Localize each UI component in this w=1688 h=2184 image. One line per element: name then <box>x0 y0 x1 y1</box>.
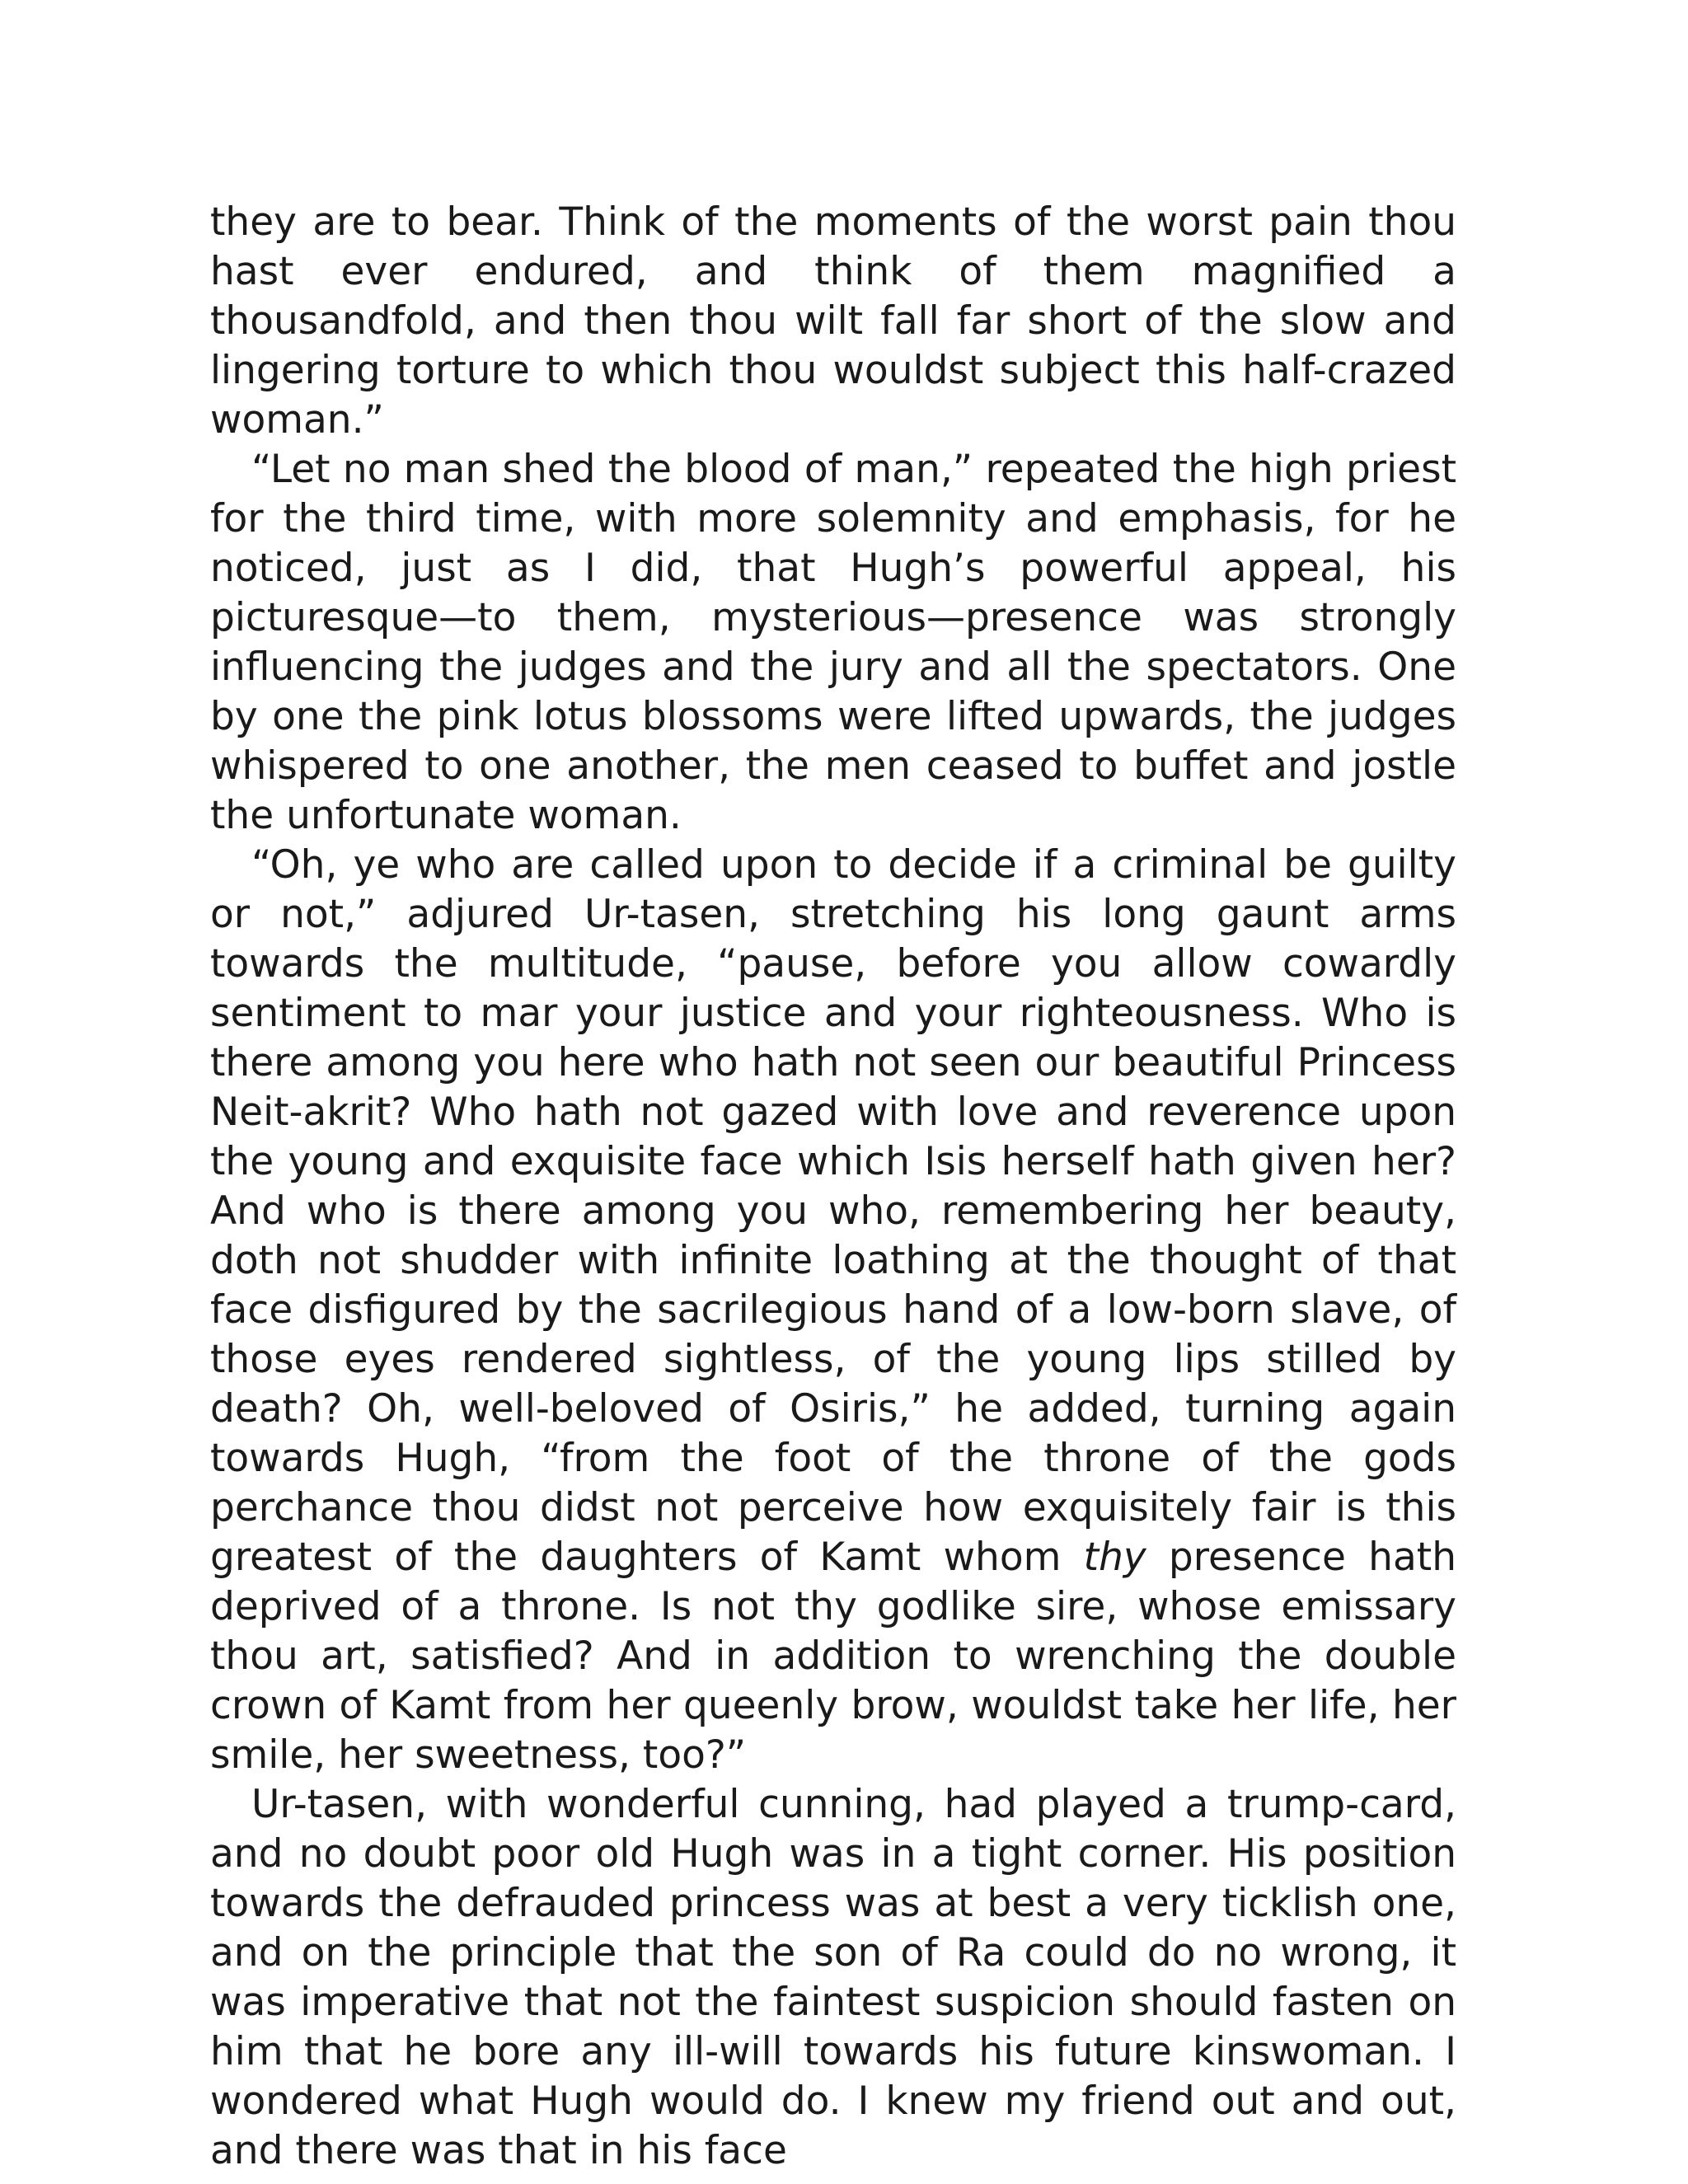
paragraph-1 <box>210 198 1456 445</box>
paragraph-text: “Oh, ye who are called upon to decide if a criminal be guilty or not,” adjured Ur-tasen, stretching his long gaunt arms towards the multitude, “pause, before you allow cowardly sentiment to mar your justice and your righteousness. Who is there among you here who hath not seen our beautiful Princess Neit-akrit? Who hath not gazed with love and reverence upon the young and exquisite face which Isis herself hath given her? And who is there among you who, remembering her beauty, doth not shudder with infinite loathing at the thought of that face disfigured by the sacrilegious hand of a low-born slave, of those eyes rendered sightless, of the young lips stilled by death? Oh, well-beloved of Osiris,” he added, turning again towards Hugh, “from the foot of the throne of the gods perchance thou didst not perceive how exquisitely fair is this greatest of the daughters of Kamt whom <box>210 842 1456 1580</box>
paragraph-text: Ur-tasen, with wonderful cunning, had played a trump-card, and no doubt poor old Hugh was in a tight corner. His position towards the defrauded princess was at best a very ticklish one, and on the principle that the son of Ra could do no wrong, it was imperative that not the faintest suspicion should fasten on him that he bore any ill-will towards his future kinswoman. I wondered what Hugh would do. I knew my friend out and out, and there was that in his face <box>210 1782 1456 2173</box>
paragraph-4 <box>210 1780 1456 2176</box>
page-text-body <box>210 198 1456 2176</box>
paragraph-3 <box>210 841 1456 1780</box>
italic-emphasis: thy <box>1083 1535 1146 1580</box>
paragraph-text: they are to bear. Think of the moments of the worst pain thou hast ever endured, and think of them magnified a thousandfold, and then thou wilt fall far short of the slow and lingering torture to which thou wouldst subject this half-crazed woman.” <box>210 199 1456 443</box>
paragraph-2 <box>210 445 1456 841</box>
paragraph-text: “Let no man shed the blood of man,” repeated the high priest for the third time, with more solemnity and emphasis, for he noticed, just as I did, that Hugh’s powerful appeal, his picturesque—to them, mysterious—presence was strongly influencing the judges and the jury and all the spectators. One by one the pink lotus blossoms were lifted upwards, the judges whispered to one another, the men ceased to buffet and jostle the unfortunate woman. <box>210 447 1456 838</box>
paragraph-text: presence hath deprived of a throne. Is not thy godlike sire, whose emissary thou art, satisfied? And in addition to wrenching the double crown of Kamt from her queenly brow, wouldst take her life, her smile, her sweetness, too?” <box>210 1535 1456 1778</box>
